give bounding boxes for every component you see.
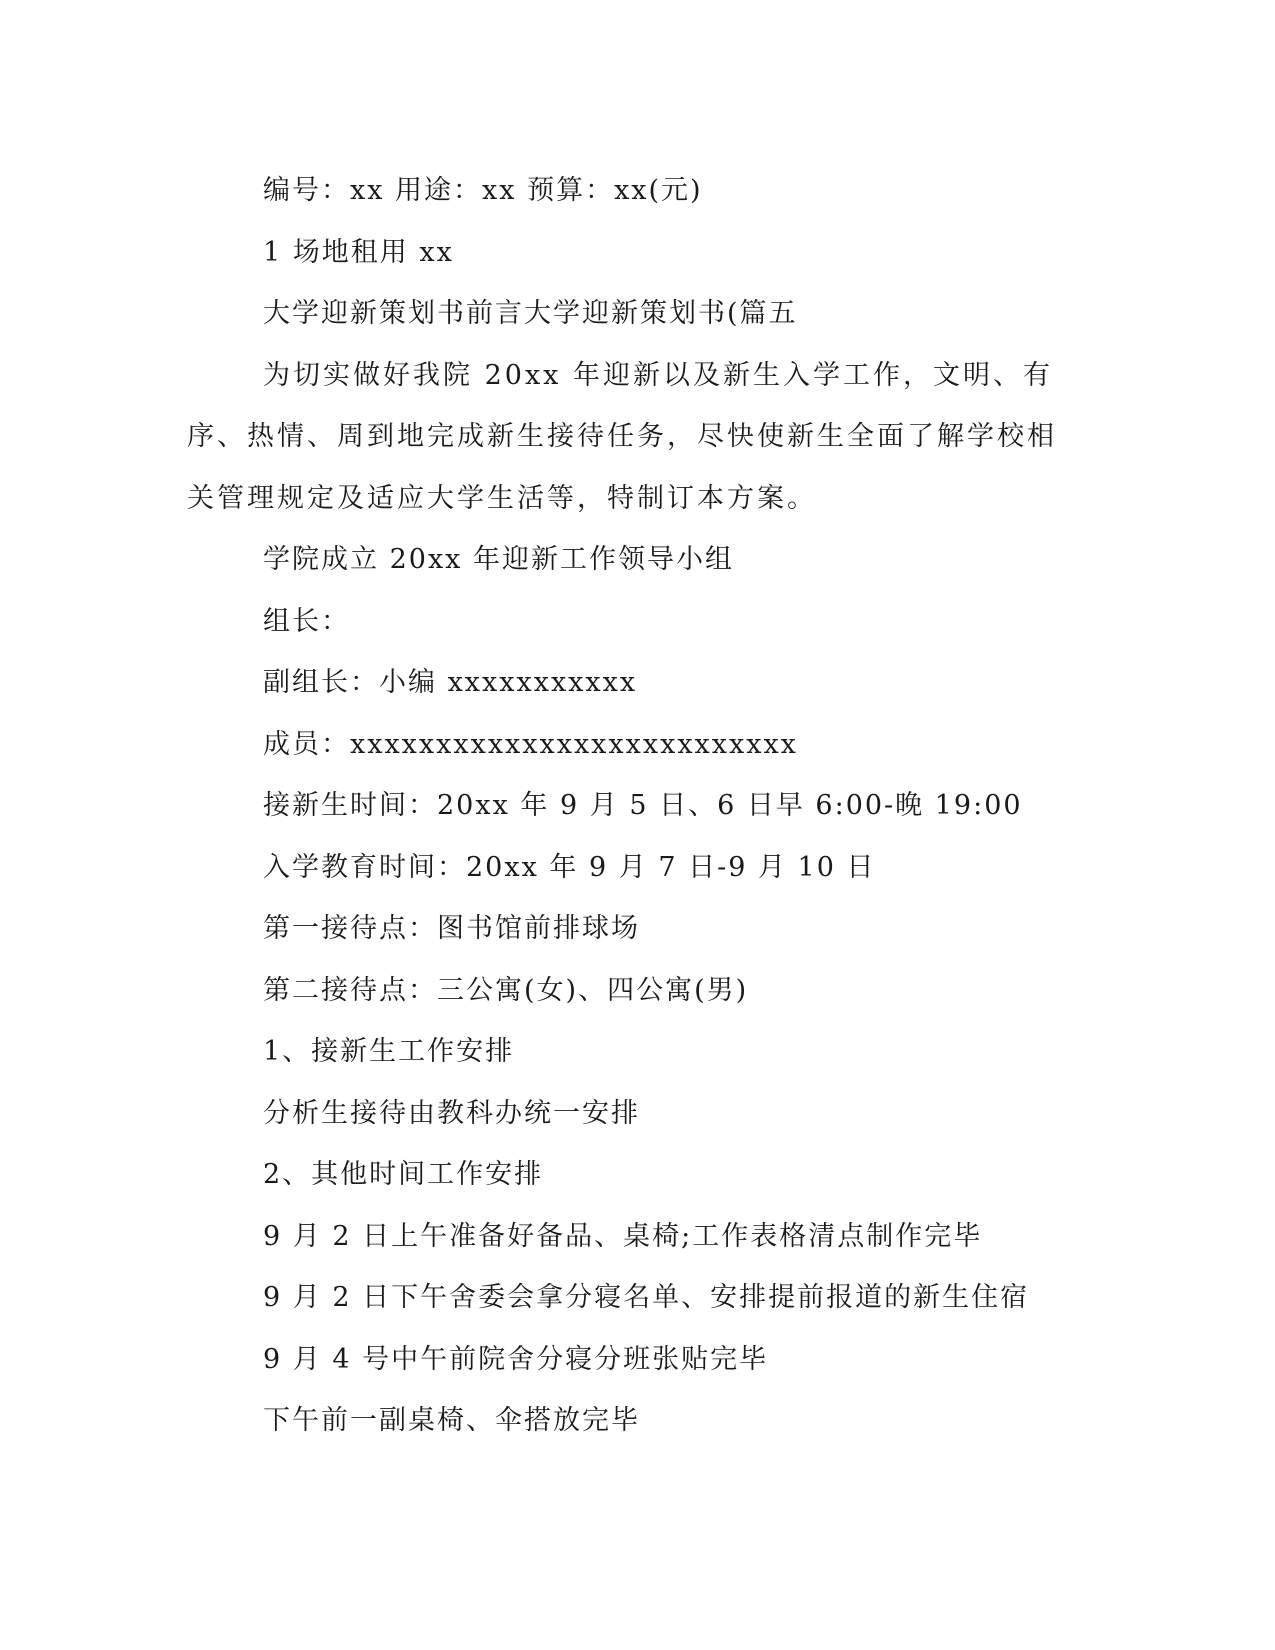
other-arrangement-heading: 2、其他时间工作安排 xyxy=(263,1159,544,1190)
schedule-item: 下午前一副桌椅、伞搭放完毕 xyxy=(263,1405,640,1436)
intro-paragraph: 为切实做好我院 20xx 年迎新以及新生入学工作，文明、有序、热情、周到地完成新生接待任务，尽快使新生全面了解学校相关管理规定及适应大学生活等，特制订本方案。 xyxy=(187,359,1057,514)
members-line: 成员：xxxxxxxxxxxxxxxxxxxxxxxxxx xyxy=(263,728,798,760)
document-body xyxy=(187,160,1067,1452)
group-leader-line: 组长： xyxy=(263,605,350,637)
second-reception-point-line: 第二接待点：三公寓(女)、四公寓(男) xyxy=(263,974,749,1006)
first-reception-point-line: 第一接待点：图书馆前排球场 xyxy=(263,913,640,944)
schedule-item: 9 月 2 日上午准备好备品、桌椅;工作表格清点制作完毕 xyxy=(263,1220,983,1252)
reception-time-line: 接新生时间：20xx 年 9 月 5 日、6 日早 6:00-晚 19:00 xyxy=(263,790,1023,821)
budget-line: 编号：xx 用途：xx 预算：xx(元) xyxy=(263,175,703,206)
venue-rental-line: 1 场地租用 xx xyxy=(263,236,454,268)
schedule-item: 9 月 2 日下午舍委会拿分寝名单、安排提前报道的新生住宿 xyxy=(263,1282,1030,1313)
deputy-leader-line: 副组长：小编 xxxxxxxxxxx xyxy=(263,667,638,698)
reception-arrangement-heading: 1、接新生工作安排 xyxy=(263,1036,515,1067)
analysis-reception-line: 分析生接待由教科办统一安排 xyxy=(263,1097,640,1129)
orientation-time-line: 入学教育时间：20xx 年 9 月 7 日-9 月 10 日 xyxy=(263,851,876,883)
leadership-group-line: 学院成立 20xx 年迎新工作领导小组 xyxy=(263,544,734,575)
section-heading: 大学迎新策划书前言大学迎新策划书(篇五 xyxy=(263,298,798,329)
schedule-item: 9 月 4 号中午前院舍分寝分班张贴完毕 xyxy=(263,1343,769,1375)
